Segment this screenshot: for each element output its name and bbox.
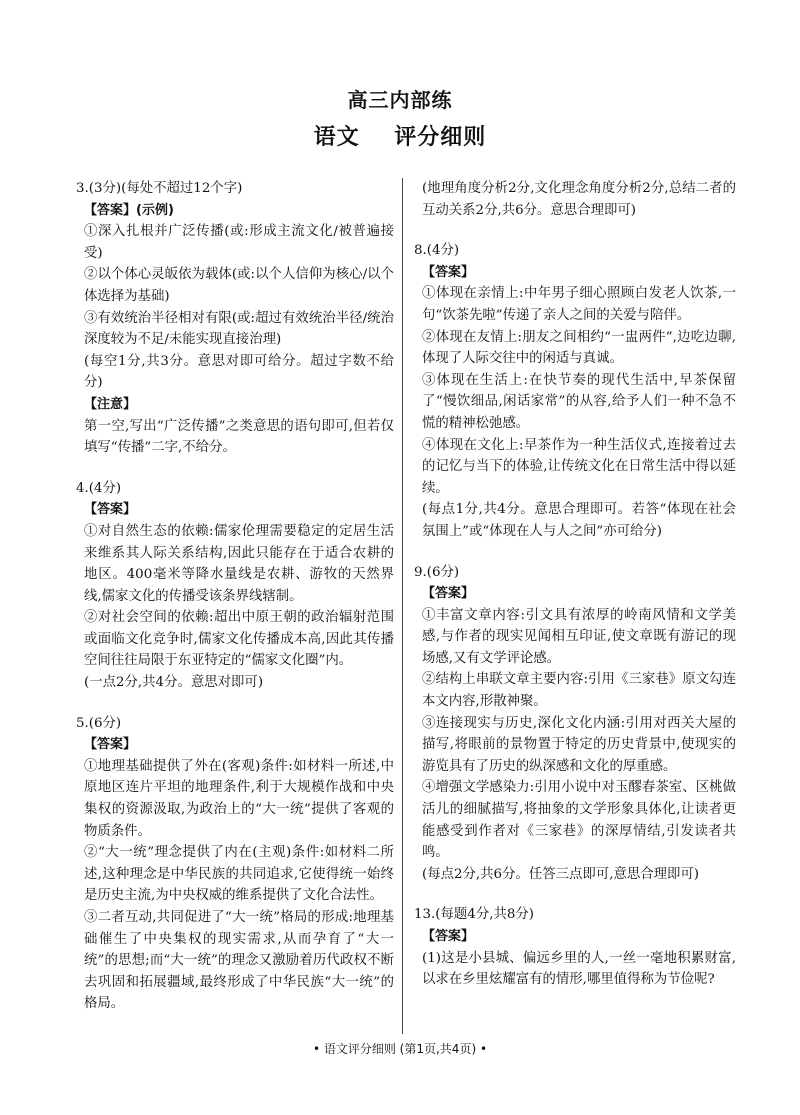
answer-tag: 【答案】(示例) — [84, 202, 174, 218]
answer-tag: 【答案】 — [422, 586, 475, 602]
answer-tag: 【注意】 — [84, 396, 137, 412]
answer-paragraph: ③体现在生活上:在快节奏的现代生活中,早茶保留了“慢饮细品,闲话家常”的从容,给予人们一种不急不慌的精神松弛感。 — [422, 372, 736, 431]
answer-paragraph: (每空1分,共3分。意思对即可给分。超过字数不给分) — [84, 353, 394, 391]
question-section — [76, 178, 394, 459]
question-heading: 13.(每题4分,共8分) — [414, 907, 534, 923]
answer-paragraph: ①深入扎根并广泛传播(或:形成主流文化/被普遍接受) — [84, 224, 394, 261]
answer-paragraph: ④增强文学感染力:引用小说中对玉醪春茶室、区桃做活儿的细腻描写,将抽象的文学形象具体化,让读者更能感受到作者对《三家巷》的深厚情结,引发读者共鸣。 — [422, 780, 736, 861]
question-heading: 9.(6分) — [414, 564, 460, 580]
answer-paragraph: ②“大一统”理念提供了内在(主观)条件:如材料二所述,这种理念是中华民族的共同追求,它使得统一始终是历史主流,为中央权威的维系提供了文化合法性。 — [84, 845, 394, 904]
answer-paragraph: ①地理基础提供了外在(客观)条件:如材料一所述,中原地区连片平坦的地理条件,利于大规模作战和中央集权的资源汲取,为政治上的“大一统”提供了客观的物质条件。 — [84, 758, 394, 839]
column-divider — [402, 178, 403, 1034]
question-section — [414, 178, 736, 221]
question-section — [76, 713, 394, 1015]
left-column — [76, 178, 394, 1015]
answer-tag: 【答案】 — [422, 929, 475, 944]
answer-paragraph: ④体现在文化上:早茶作为一种生活仪式,连接着过去的记忆与当下的体验,让传统文化在日常生活中得以延续。 — [422, 437, 736, 496]
answer-paragraph: (每点2分,共6分。任答三点即可,意思合理即可) — [422, 866, 700, 882]
answer-paragraph: ②结构上串联文章主要内容:引用《三家巷》原文勾连本文内容,形散神聚。 — [422, 672, 736, 710]
answer-paragraph: ③二者互动,共同促进了“大一统”格局的形成:地理基础催生了中央集权的现实需求,从而孕育了“大一统”的思想;而“大一统”的理念又激励着历代政权不断去巩固和拓展疆域,最终形成了中华民族“大一统”的格局。 — [84, 910, 394, 1012]
question-heading: 8.(4分) — [414, 243, 460, 259]
answer-paragraph: (一点2分,共4分。意思对即可) — [84, 675, 264, 691]
question-section — [414, 562, 736, 886]
answer-paragraph: ②以个体心灵皈依为载体(或:以个人信仰为核心/以个体选择为基础) — [84, 267, 394, 304]
answer-tag: 【答案】 — [84, 502, 137, 518]
question-heading: 5.(6分) — [76, 715, 122, 731]
answer-tag: 【答案】 — [84, 737, 137, 753]
answer-paragraph: 第一空,写出“广泛传播”之类意思的语句即可,但若仅填写“传播”二字,不给分。 — [84, 418, 394, 456]
question-section — [76, 478, 394, 694]
answer-paragraph: ①丰富文章内容:引文具有浓厚的岭南风情和文学美感,与作者的现实见闻相互印证,使文章既有游记的现场感,又有文学评论感。 — [422, 607, 736, 666]
answer-paragraph: ①对自然生态的依赖:儒家伦理需要稳定的定居生活来维系其人际关系结构,因此只能存在于适合农耕的地区。400毫米等降水量线是农耕、游牧的天然界线,儒家文化的传播受该条界线辖制。 — [84, 523, 394, 604]
answer-paragraph: ①体现在亲情上:中年男子细心照顾白发老人饮茶,一句“饮茶先啦”传递了亲人之间的关爱与陪伴。 — [422, 286, 736, 323]
answer-paragraph: ②对社会空间的依赖:超出中原王朝的政治辐射范围或面临文化竞争时,儒家文化传播成本高,因此其传播空间往往局限于东亚特定的“儒家文化圈”内。 — [84, 610, 394, 669]
answer-tag: 【答案】 — [422, 264, 475, 280]
question-section — [414, 904, 736, 990]
answer-paragraph: ②体现在友情上:朋友之间相约“一盅两件”,边吃边聊,体现了人际交往中的闲适与真诚。 — [422, 329, 736, 367]
answer-paragraph: ③连接现实与历史,深化文化内涵:引用对西关大屋的描写,将眼前的景物置于特定的历史背景中,使现实的游览具有了历史的纵深感和文化的厚重感。 — [422, 715, 736, 774]
answer-paragraph: (每点1分,共4分。意思合理即可。若答“体现在社会氛围上”或“体现在人与人之间”亦可给分) — [422, 502, 736, 539]
question-heading: 3.(3分)(每处不超过12个字) — [76, 181, 243, 196]
question-heading: 4.(4分) — [76, 480, 122, 496]
question-section — [414, 240, 736, 542]
answer-paragraph: ③有效统治半径相对有限(或:超过有效统治半径/统治深度较为不足/未能实现直接治理) — [84, 310, 394, 348]
page-footer: • 语文评分细则 (第1页,共4页) • — [312, 1042, 488, 1056]
answer-paragraph: (地理角度分析2分,文化理念角度分析2分,总结二者的互动关系2分,共6分。意思合理即可) — [422, 181, 736, 218]
right-column — [414, 178, 736, 991]
page-subtitle: 语文 评分细则 — [313, 125, 487, 150]
page-title: 高三内部练 — [347, 88, 453, 112]
answer-paragraph: (1)这是小县城、偏远乡里的人,一丝一毫地积累财富,以求在乡里炫耀富有的情形,哪里值得称为节俭呢? — [422, 950, 736, 988]
